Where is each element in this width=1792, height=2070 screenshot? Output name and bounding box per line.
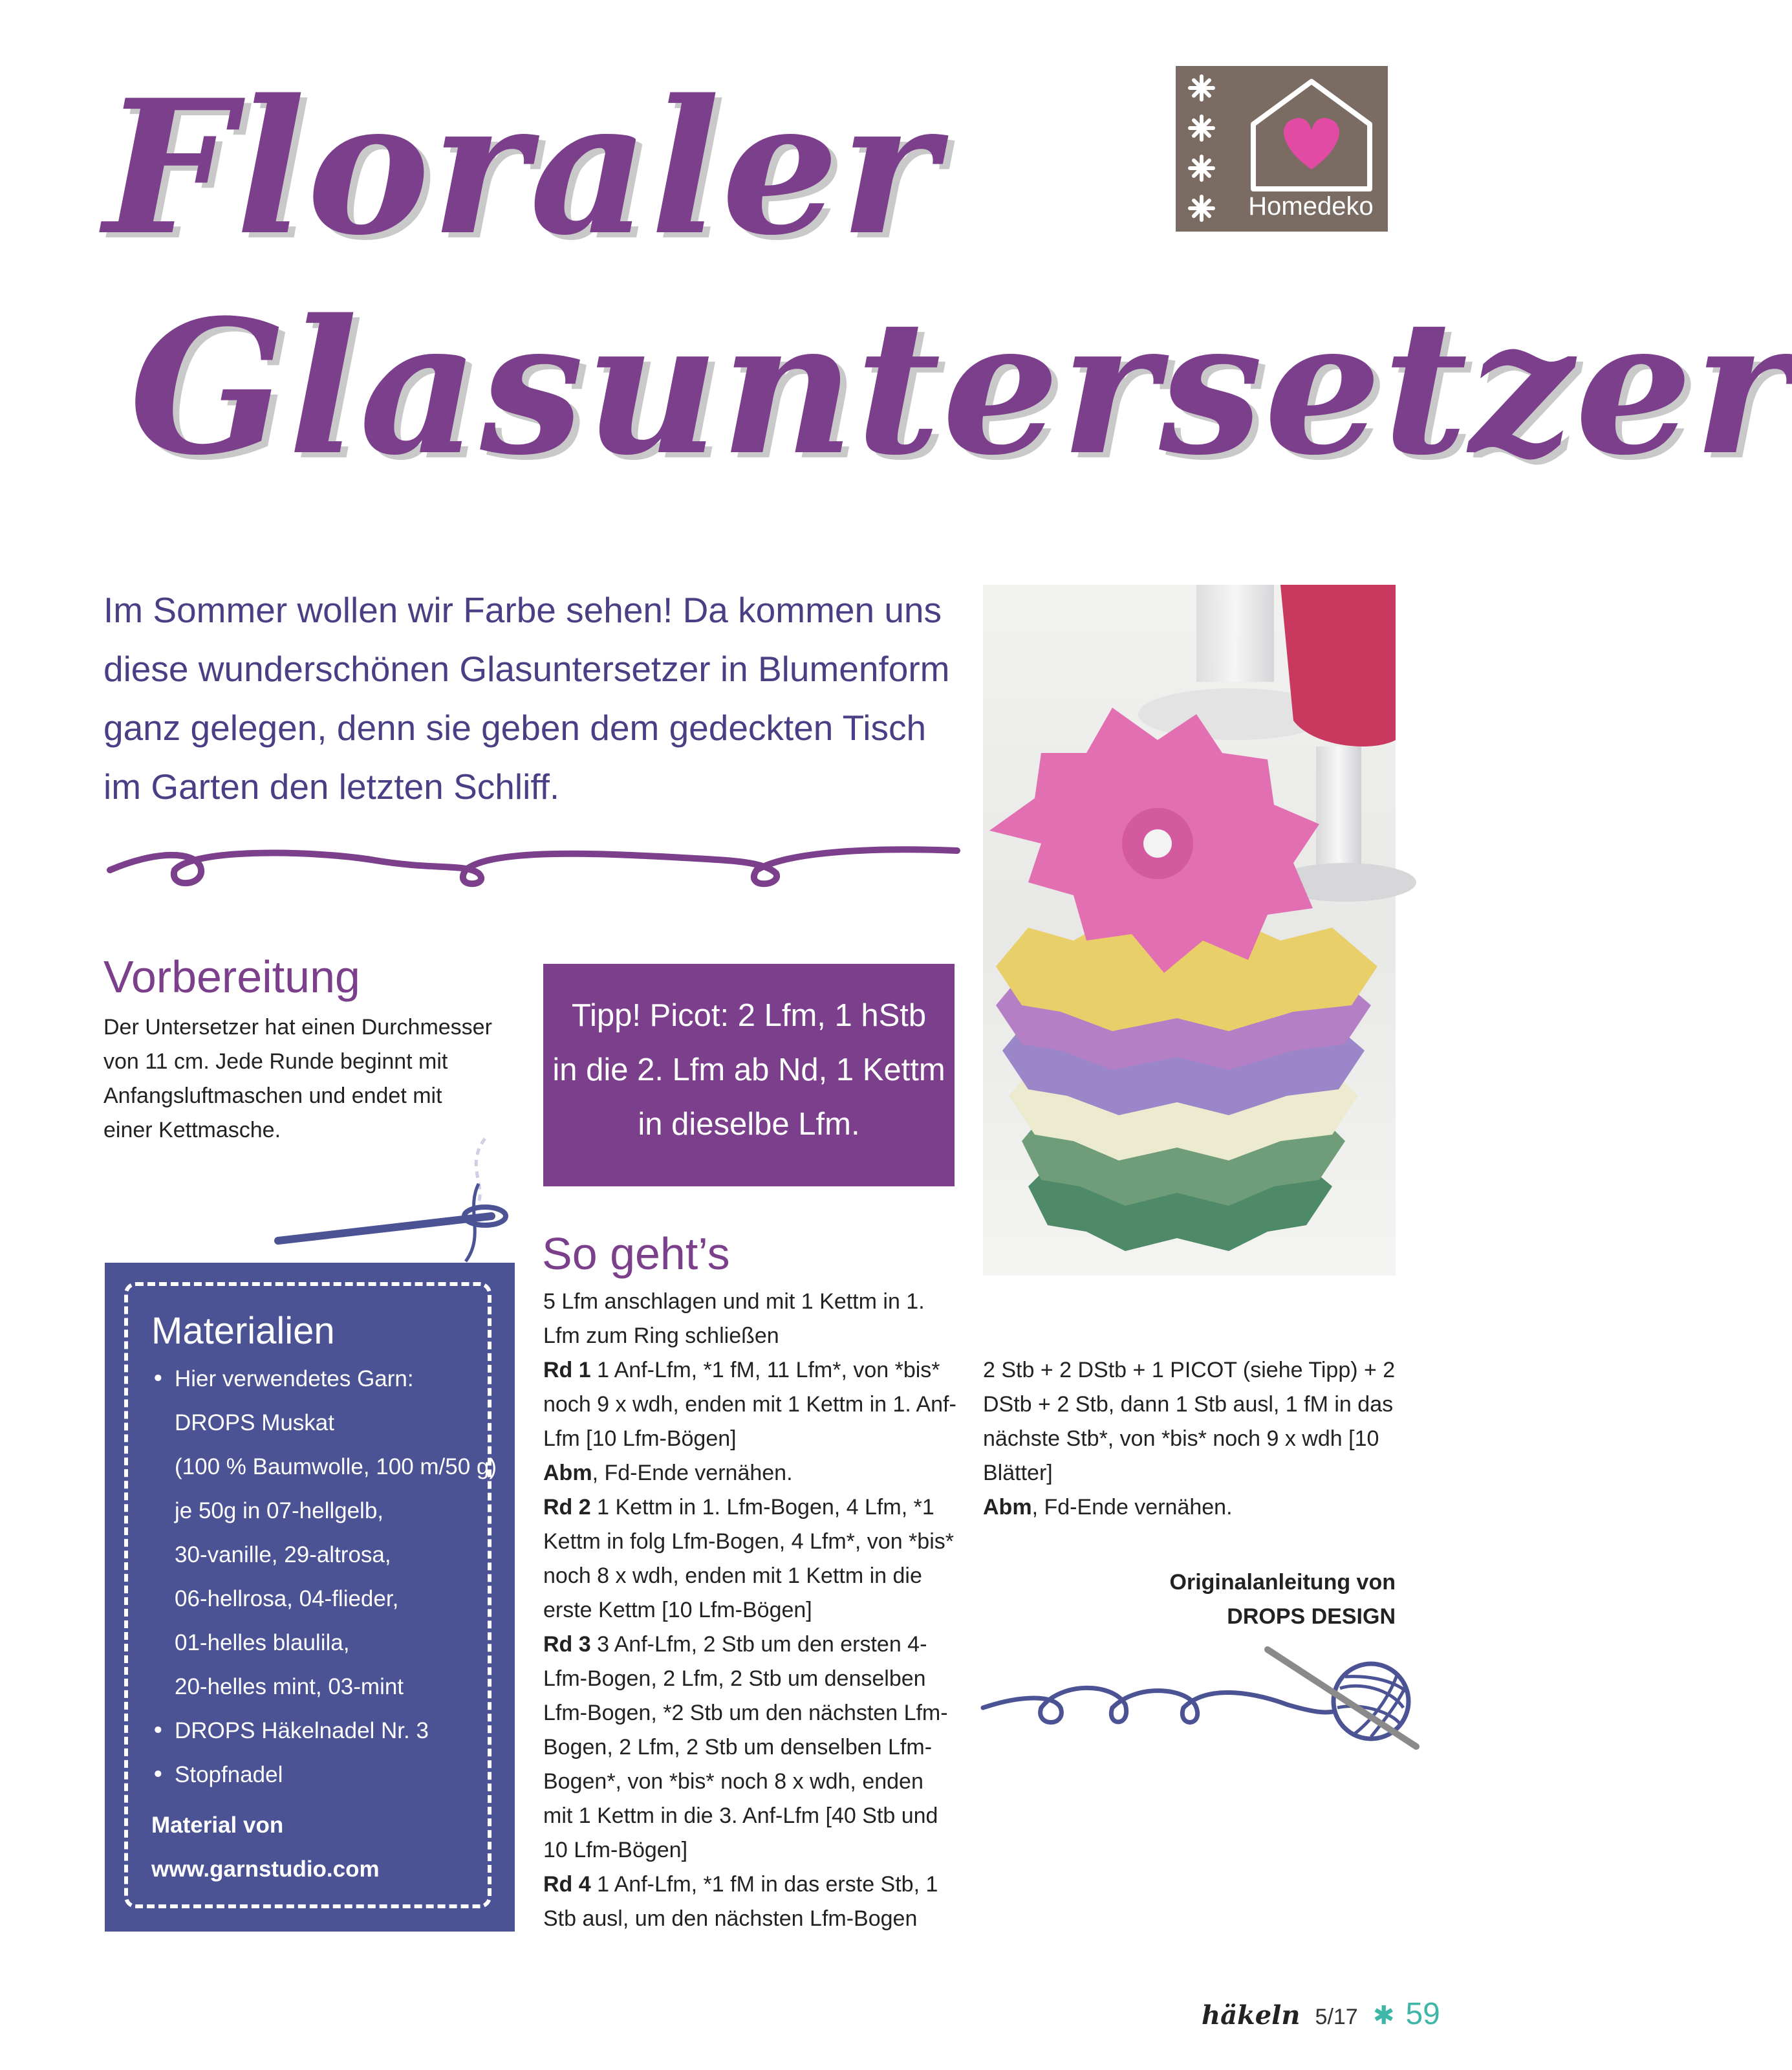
instructions-column-2 [983, 1353, 1397, 1525]
material-line: 20-helles mint, 03-mint [175, 1674, 404, 1699]
instruction-paragraph: 2 Stb + 2 DStb + 1 PICOT (siehe Tipp) + 2 DStb + 2 Stb, dann 1 Stb ausl, 1 fM in das nächste Stb*, von *bis* noch 9 x wdh [10 Blätter] [983, 1358, 1396, 1485]
instruction-round-4: Rd 4 1 Anf-Lfm, *1 fM in das erste Stb, 1 Stb ausl, um den nächsten Lfm-Bogen [543, 1872, 938, 1931]
material-source-label: Material von [151, 1813, 284, 1838]
swirl-divider [103, 825, 964, 902]
material-source-link[interactable]: www.garnstudio.com [151, 1857, 380, 1882]
page-footer [1202, 1996, 1440, 2032]
instruction-abm: Abm, Fd-Ende vernähen. [983, 1495, 1233, 1520]
instruction-abm: Abm, Fd-Ende vernähen. [543, 1461, 793, 1485]
instruction-round-2: Rd 2 1 Kettm in 1. Lfm-Bogen, 4 Lfm, *1 Kettm in folg Lfm-Bogen, 4 Lfm*, von *bis* noch 8 x wdh, enden mit 1 Kettm in die erste Kettm [10 Lfm-Bögen] [543, 1495, 954, 1622]
needle-thread-icon [272, 1126, 517, 1281]
materials-title: Materialien [151, 1310, 335, 1352]
tip-line: Tipp! Picot: 2 Lfm, 1 hStb [571, 998, 927, 1033]
bullet: • [151, 1762, 165, 1788]
instructions-column-1 [543, 1285, 957, 1936]
tip-line: in dieselbe Lfm. [638, 1107, 860, 1142]
credit-line: DROPS DESIGN [1227, 1604, 1396, 1629]
heading-so-gehts: So geht’s [542, 1228, 730, 1279]
vorbereitung-line: Der Untersetzer hat einen Durchmesser [103, 1015, 492, 1040]
intro-text: Im Sommer wollen wir Farbe sehen! Da kommen uns diese wunderschönen Glasuntersetzer in Blumenform ganz gelegen, denn sie geben dem gedeckten Tisch im Garten den letzten Schliff. [103, 590, 950, 807]
material-line: (100 % Baumwolle, 100 m/50 g) [175, 1454, 497, 1479]
star-icon: ✱ [1372, 2001, 1395, 2031]
bullet: • [151, 1366, 165, 1392]
credit-block [1035, 1565, 1396, 1634]
material-line: 01-helles blaulila, [175, 1630, 350, 1655]
material-line: Stopfnadel [175, 1762, 283, 1787]
category-badge [1176, 66, 1388, 232]
vorbereitung-line: Anfangsluftmaschen und endet mit [103, 1084, 442, 1108]
material-line: DROPS Häkelnadel Nr. 3 [175, 1718, 429, 1743]
vorbereitung-line: einer Kettmasche. [103, 1118, 281, 1142]
footer-issue: 5/17 [1315, 2005, 1358, 2029]
house-heart-icon [1240, 72, 1383, 195]
material-line: 30-vanille, 29-altrosa, [175, 1542, 391, 1567]
material-line: DROPS Muskat [175, 1410, 334, 1435]
bullet: • [151, 1718, 165, 1744]
instruction-round-3: Rd 3 3 Anf-Lfm, 2 Stb um den ersten 4-Lfm-Bogen, 2 Lfm, 2 Stb um denselben Lfm-Bogen, *2 Stb um den nächsten Lfm-Bogen, 2 Lfm, 2 Stb um denselben Lfm-Bogen*, von *bis* noch 8 x wdh, enden mit 1 Kettm in die 3. Anf-Lfm [40 Stb und 10 Lfm-Bögen] [543, 1632, 948, 1862]
footer-magazine: häkeln [1202, 2000, 1301, 2031]
materials-box [105, 1263, 515, 1932]
material-line: 06-hellrosa, 04-flieder, [175, 1586, 399, 1611]
page-title-line-1: Floraler [103, 60, 939, 276]
footer-page-number: 59 [1405, 1997, 1440, 2031]
vorbereitung-line: von 11 cm. Jede Runde beginnt mit [103, 1049, 448, 1074]
page-title-line-2: Glasuntersetzer [129, 279, 1792, 496]
instruction-round-1: Rd 1 1 Anf-Lfm, *1 fM, 11 Lfm*, von *bis* noch 9 x wdh, enden mit 1 Kettm in 1. Anf-Lfm [10 Lfm-Bögen] [543, 1358, 956, 1451]
credit-line: Originalanleitung von [1169, 1570, 1396, 1595]
instruction-paragraph: 5 Lfm anschlagen und mit 1 Kettm in 1. Lfm zum Ring schließen [543, 1289, 925, 1348]
coasters-photo [983, 585, 1396, 1276]
material-line: Hier verwendetes Garn: [175, 1366, 414, 1391]
yarn-ball-icon [983, 1643, 1423, 1772]
heading-vorbereitung: Vorbereitung [103, 952, 360, 1002]
tip-line: in die 2. Lfm ab Nd, 1 Kettm [552, 1052, 945, 1087]
badge-label: Homedeko [1248, 192, 1374, 221]
material-line: je 50g in 07-hellgelb, [175, 1498, 384, 1523]
tip-box [543, 964, 955, 1186]
